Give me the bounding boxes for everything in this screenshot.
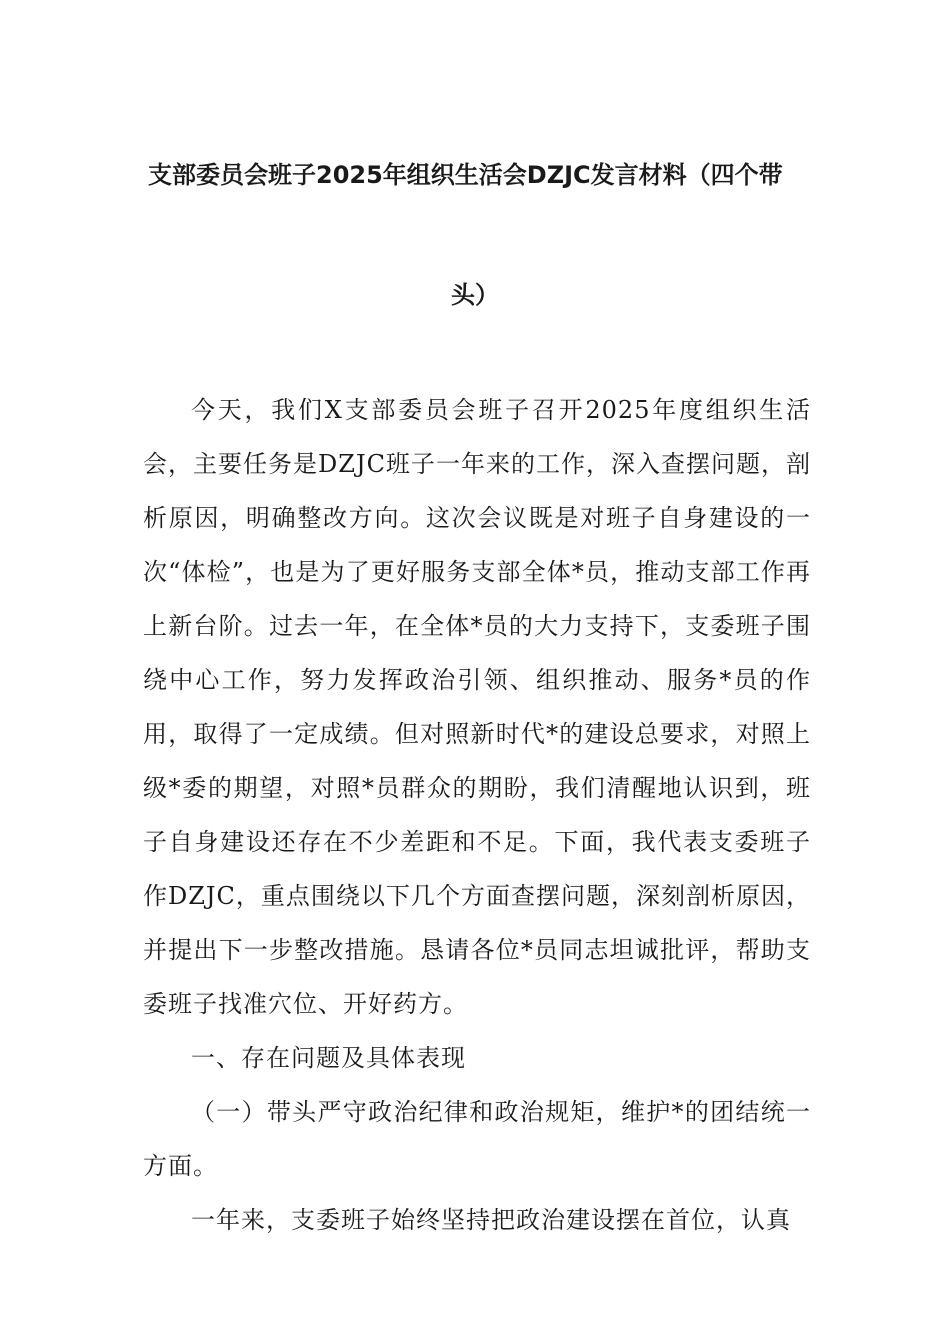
document-title-line-2: 头） [451,281,499,309]
subsection-heading-1: （一）带头严守政治纪律和政治规矩，维护*的团结统一方面。 [143,1098,811,1180]
document-body [143,383,811,1247]
document-title-line-1: 支部委员会班子2025年组织生活会DZJC发言材料（四个带 [148,161,783,189]
paragraph-body: 一年来，支委班子始终坚持把政治建设摆在首位，认真 [191,1206,791,1234]
paragraph-intro: 今天，我们X支部委员会班子召开2025年度组织生活会，主要任务是DZJC班子一年来的工作，深入查摆问题，剖析原因，明确整改方向。这次会议既是对班子自身建设的一次“体检”，也是为了更好服务支部全体*员，推动支部工作再上新台阶。过去一年，在全体*员的大力支持下，支委班子围绕中心工作，努力发挥政治引领、组织推动、服务*员的作用，取得了一定成绩。但对照新时代*的建设总要求，对照上级*委的期望，对照*员群众的期盼，我们清醒地认识到，班子自身建设还存在不少差距和不足。下面，我代表支委班子作DZJC，重点围绕以下几个方面查摆问题，深刻剖析原因，并提出下一步整改措施。恳请各位*员同志坦诚批评，帮助支委班子找准穴位、开好药方。 [143,396,811,1018]
section-heading-1: 一、存在问题及具体表现 [191,1044,466,1072]
